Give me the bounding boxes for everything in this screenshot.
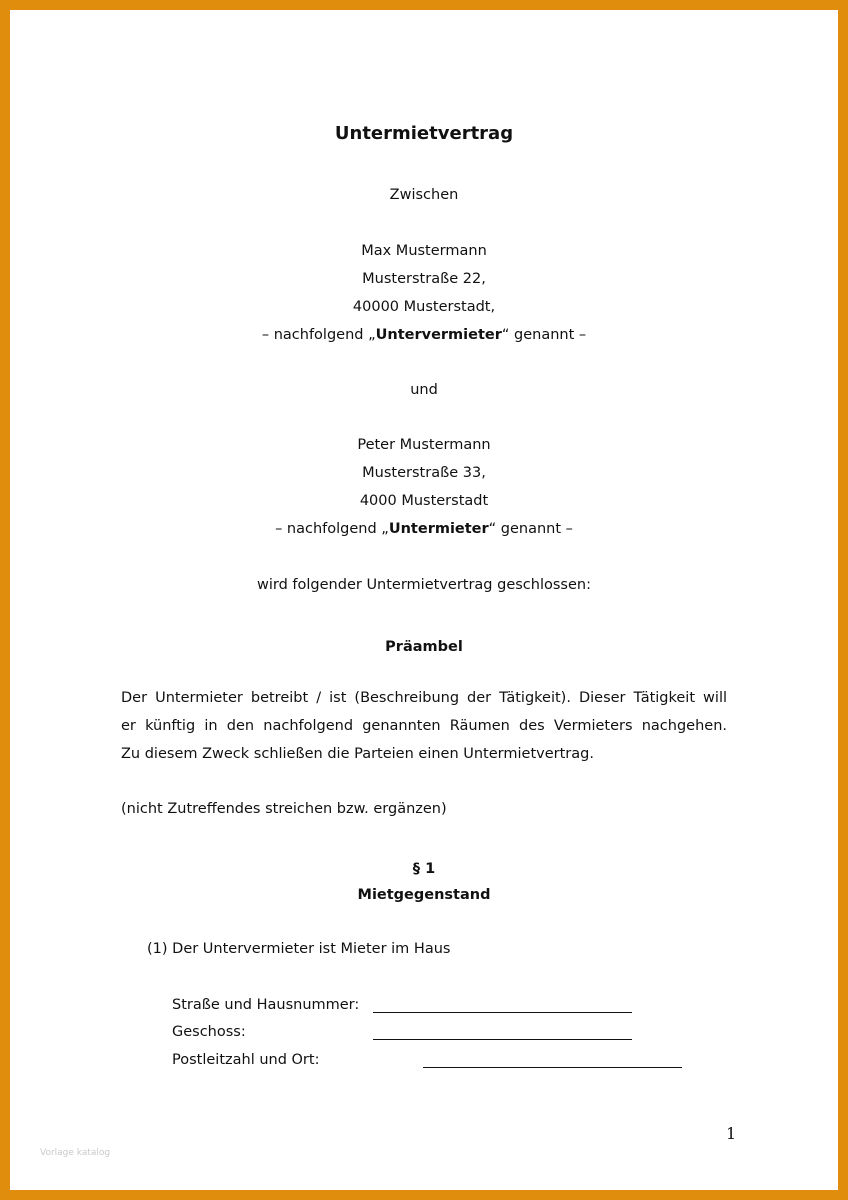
party1-role-line [10,326,838,344]
party2-street: Musterstraße 33, [362,465,486,481]
party1-role: Untervermieter [375,327,502,343]
and-label: und [410,382,438,398]
preamble-line: Zu diesem Zweck schließen die Parteien einen Untermietvertrag. [121,746,594,762]
party1-role-suffix: “ genannt – [501,327,587,343]
floor-field-line[interactable] [373,1025,632,1040]
section1-heading: Mietgegenstand [357,887,491,903]
street-field-label: Straße und Hausnummer: [172,997,360,1013]
postcode-field-label: Postleitzahl und Ort: [172,1052,320,1068]
party1-city: 40000 Musterstadt, [352,299,496,315]
document-title: Untermietvertrag [334,123,514,144]
party1-street: Musterstraße 22, [362,271,486,287]
party2-city: 4000 Musterstadt [359,493,489,509]
party2-role: Untermieter [388,521,489,537]
preamble-note: (nicht Zutreffendes streichen bzw. ergänzen) [121,801,447,817]
party2-name: Peter Mustermann [357,437,491,453]
preamble-line: er künftig in den nachfolgend genannten Räumen des Vermieters nachgehen. [121,718,727,734]
between-label: Zwischen [389,187,459,203]
page-number: 1 [726,1124,737,1143]
floor-field-label: Geschoss: [172,1024,246,1040]
document-page [10,10,838,1190]
concluded-sentence: wird folgender Untermietvertrag geschlossen: [257,577,591,593]
party2-role-suffix: “ genannt – [488,521,573,537]
party2-role-line [10,520,838,538]
party1-role-prefix: – nachfolgend „ [261,327,376,343]
street-field-line[interactable] [373,998,632,1013]
section1-number: § 1 [412,861,436,877]
postcode-field-line[interactable] [423,1053,682,1068]
preamble-heading: Präambel [385,639,463,655]
section1-clause: (1) Der Untervermieter ist Mieter im Haus [147,941,451,957]
party1-name: Max Mustermann [361,243,487,259]
preamble-line: Der Untermieter betreibt / ist (Beschreibung der Tätigkeit). Dieser Tätigkeit will [121,690,727,706]
watermark: Vorlage katalog [40,1148,111,1158]
party2-role-prefix: – nachfolgend „ [275,521,389,537]
preamble-text [121,684,727,768]
